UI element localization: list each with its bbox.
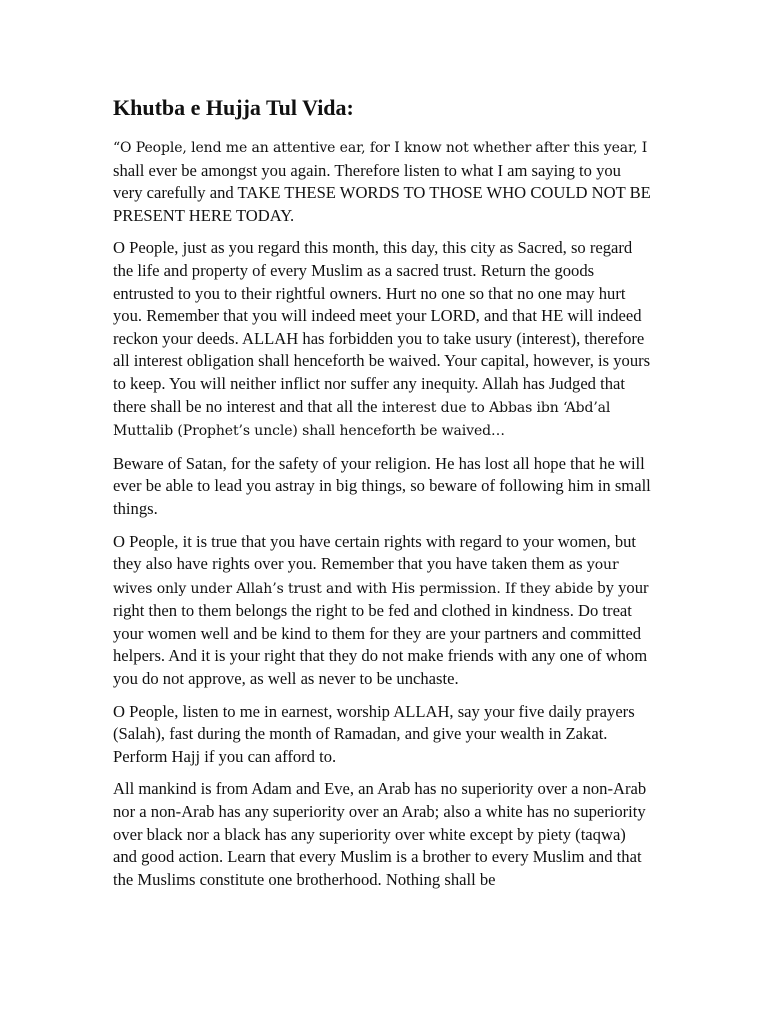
paragraph-text-segment: O People, just as you regard this month, this day, this city as Sacred, so regard the life and property of every Muslim as a sacred trust. Return the goods entrusted to you to their rightful owners. Hurt no one so that no one may hurt you. Remember that you will indeed meet your LORD, and that HE will indeed reckon your deeds. ALLAH has forbidden you to take usury (interest), therefore all interest obligation shall henceforth be waived. Your capital, however, is yours to keep. You will neither inflict nor suffer any inequity. Allah has Judged that there shall be no interest and that all the: [113, 238, 651, 416]
paragraph-text-segment: by your right then to them belongs the right to be fed and clothed in kindness. Do treat your women well and be kind to them for they are your partners and committed helpers. And it is your right that they do not make friends with any one of whom you do not approve, as well as never to be unchaste.: [113, 577, 649, 689]
paragraph-3: [113, 453, 653, 521]
paragraph-6: [113, 778, 653, 891]
paragraph-5: [113, 701, 653, 769]
paragraph-text-segment: “O People, lend me an attentive ear, for I know not whether after this year, I: [113, 140, 648, 156]
paragraph-1: [113, 136, 653, 227]
document-title: Khutba e Hujja Tul Vida:: [113, 95, 354, 120]
paragraph-text-segment: Beware of Satan, for the safety of your religion. He has lost all hope that he will ever be able to lead you astray in big things, so beware of following him in small things.: [113, 453, 651, 518]
paragraph-text-segment: All mankind is from Adam and Eve, an Arab has no superiority over a non-Arab nor a non-Arab has any superiority over an Arab; also a white has no superiority over black nor a black has any superiority over white except by piety (taqwa) and good action. Learn that every Muslim is a brother to every Muslim and that the Muslims constitute one brotherhood. Nothing shall be: [113, 779, 647, 889]
document-body: [113, 94, 653, 901]
paragraph-4: [113, 531, 653, 691]
paragraph-text-segment: interest due to Abbas ibn ‘Abd’al Muttalib (Prophet’s uncle) shall henceforth be waived…: [113, 399, 611, 440]
paragraph-2: [113, 237, 653, 442]
paragraph-text-segment: shall ever be amongst you again. Therefore listen to what I am saying to you very carefully and TAKE THESE WORDS TO THOSE WHO COULD NOT BE PRESENT HERE TODAY.: [113, 160, 651, 225]
paragraph-text-segment: your wives only under Allah’s trust and with His permission. If they abide: [113, 557, 619, 597]
paragraph-text-segment: O People, it is true that you have certain rights with regard to your women, but they also have rights over you. Remember that you have taken them as: [113, 531, 637, 574]
paragraph-text-segment: O People, listen to me in earnest, worship ALLAH, say your five daily prayers (Salah), fast during the month of Ramadan, and give your wealth in Zakat. Perform Hajj if you can afford to.: [113, 701, 635, 766]
